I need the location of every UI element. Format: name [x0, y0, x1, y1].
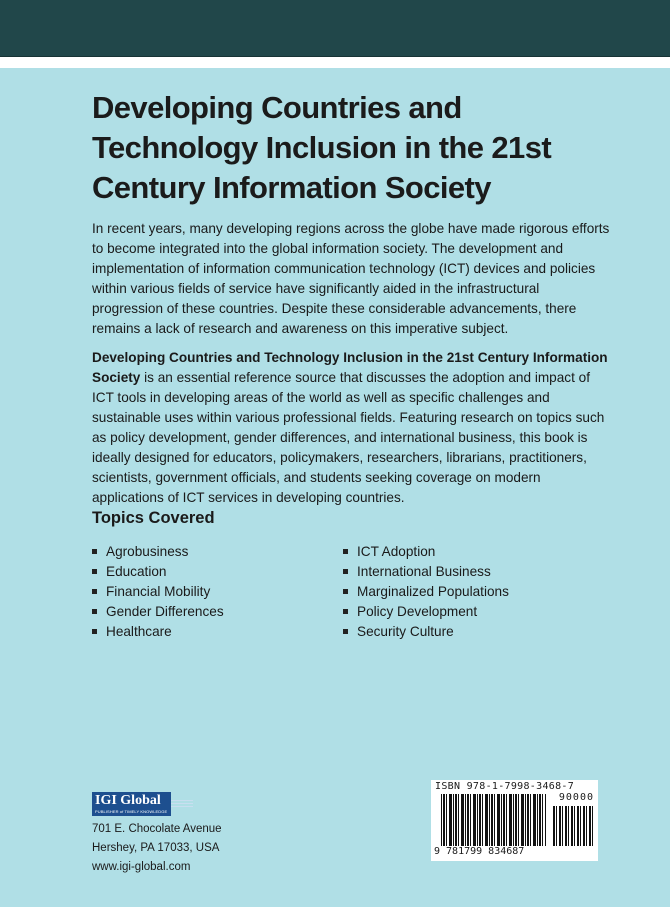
paragraph-2-text: is an essential reference source that discusses the adoption and impact of ICT tools in developing areas of the world as well as specific challenges and sustainable uses within various professional fields. Featuring research on topics such as policy development, gender differences, and international business, this book is ideally designed for educators, policymakers, researchers, librarians, practitioners, scientists, government officials, and students seeking coverage on modern applications of ICT services in developing countries.	[92, 370, 605, 505]
list-item	[92, 602, 224, 622]
description-paragraph-2	[92, 348, 612, 508]
topic-label: Marginalized Populations	[357, 584, 509, 599]
book-title: Developing Countries and Technology Inclusion in the 21st Century Information Society	[92, 90, 552, 205]
topics-heading: Topics Covered	[92, 509, 215, 527]
price-code: 90000	[558, 792, 594, 803]
topic-label: Gender Differences	[106, 604, 224, 619]
topic-label: Healthcare	[106, 624, 172, 639]
list-item	[92, 562, 224, 582]
list-item	[343, 622, 509, 642]
white-band	[0, 57, 670, 68]
publisher-address	[92, 820, 222, 877]
topics-list-right	[343, 542, 509, 642]
publisher-website: www.igi-global.com	[92, 861, 191, 873]
address-line-2: Hershey, PA 17033, USA	[92, 842, 220, 854]
bullet-icon	[92, 569, 97, 574]
bullet-icon	[92, 629, 97, 634]
list-item	[92, 542, 224, 562]
list-item	[343, 582, 509, 602]
bullet-icon	[343, 629, 348, 634]
bullet-icon	[343, 609, 348, 614]
list-item	[343, 562, 509, 582]
isbn-barcode	[431, 780, 598, 861]
barcode-bars	[441, 794, 546, 846]
bullet-icon	[92, 549, 97, 554]
topic-label: Financial Mobility	[106, 584, 211, 599]
list-item	[92, 582, 224, 602]
logo-name: IGI Global	[95, 793, 161, 808]
isbn-text: ISBN 978-1-7998-3468-7	[435, 781, 575, 792]
bullet-icon	[343, 569, 348, 574]
bullet-icon	[343, 589, 348, 594]
topics-list-left	[92, 542, 224, 642]
topic-label: ICT Adoption	[357, 544, 436, 559]
address-line-1: 701 E. Chocolate Avenue	[92, 823, 222, 835]
list-item	[92, 622, 224, 642]
barcode-digits: 9 781799 834687	[434, 846, 525, 857]
description-paragraph-1: In recent years, many developing regions across the globe have made rigorous efforts to become integrated into the global information society. The development and implementation of information communication technology (ICT) devices and policies within various fields of service have significantly aided in the infrastructural progression of these countries. Despite these considerable advancements, there remains a lack of research and awareness on this imperative subject.	[92, 221, 610, 336]
book-title-inline: Developing Countries and Technology Inclusion in the 21st Century Information Society	[92, 350, 608, 385]
bullet-icon	[92, 589, 97, 594]
topic-label: Security Culture	[357, 624, 454, 639]
topic-label: Policy Development	[357, 604, 478, 619]
logo-tagline: PUBLISHER of TIMELY KNOWLEDGE	[95, 809, 168, 814]
topic-label: Education	[106, 564, 167, 579]
list-item	[343, 602, 509, 622]
bullet-icon	[343, 549, 348, 554]
list-item	[343, 542, 509, 562]
topic-label: International Business	[357, 564, 491, 579]
price-barcode-bars	[553, 806, 593, 846]
topic-label: Agrobusiness	[106, 544, 189, 559]
bullet-icon	[92, 609, 97, 614]
top-color-bar	[0, 0, 670, 57]
publisher-logo	[92, 792, 171, 816]
logo-wave-icon	[171, 800, 193, 808]
